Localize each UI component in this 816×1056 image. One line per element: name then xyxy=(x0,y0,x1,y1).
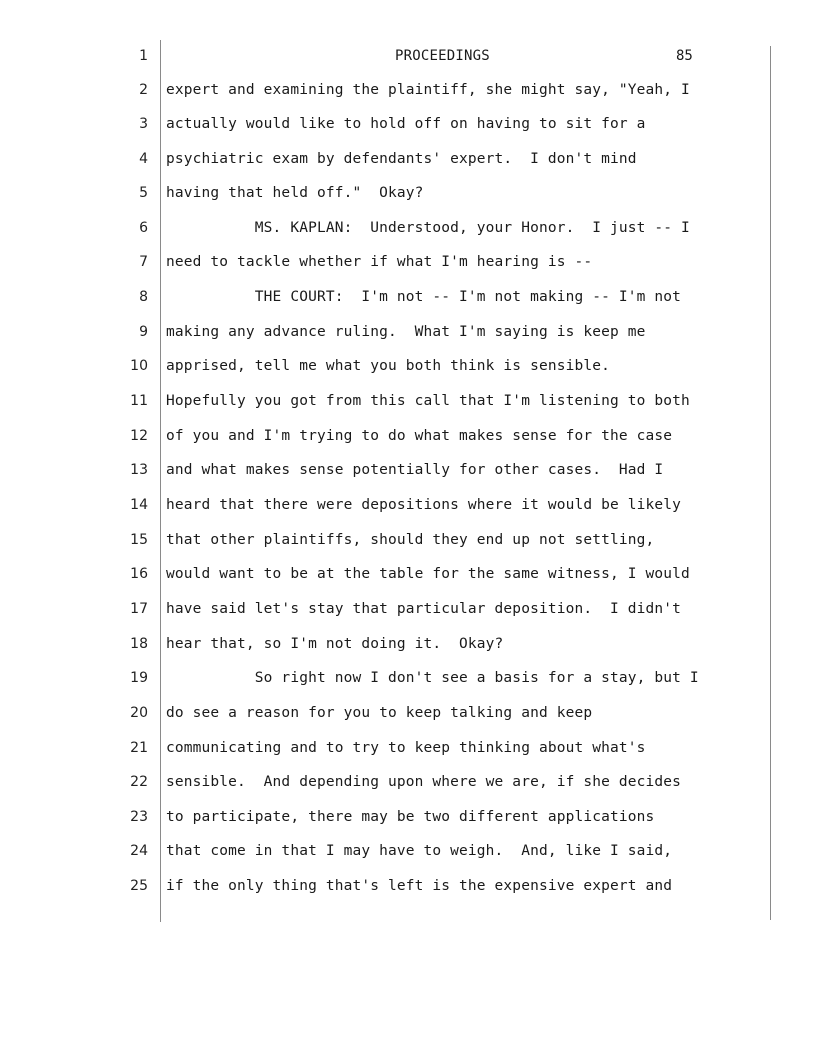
line-text: that other plaintiffs, should they end up not settling, xyxy=(166,532,655,548)
transcript-line xyxy=(0,453,816,487)
line-text: having that held off." Okay? xyxy=(166,185,424,201)
page-header-title: PROCEEDINGS xyxy=(395,48,490,64)
line-text: sensible. And depending upon where we are, if she decides xyxy=(166,774,682,790)
line-number: 17 xyxy=(130,601,148,617)
line-text: apprised, tell me what you both think is sensible. xyxy=(166,358,610,374)
line-number: 15 xyxy=(130,532,148,548)
line-text: of you and I'm trying to do what makes sense for the case xyxy=(166,428,673,444)
line-text: THE COURT: I'm not -- I'm not making -- I'm not xyxy=(166,289,682,305)
line-number: 16 xyxy=(130,566,148,582)
line-number: 1 xyxy=(139,48,148,64)
line-text: that come in that I may have to weigh. And, like I said, xyxy=(166,843,673,859)
line-text: actually would like to hold off on having to sit for a xyxy=(166,116,646,132)
line-number: 19 xyxy=(130,670,148,686)
line-number: 9 xyxy=(139,324,148,340)
transcript-line xyxy=(0,245,816,279)
line-number: 3 xyxy=(139,116,148,132)
line-number: 6 xyxy=(139,220,148,236)
transcript-line xyxy=(0,211,816,245)
transcript-line xyxy=(0,800,816,834)
transcript-line xyxy=(0,592,816,626)
line-text: psychiatric exam by defendants' expert. I don't mind xyxy=(166,151,637,167)
transcript-line xyxy=(0,834,816,868)
line-text: have said let's stay that particular deposition. I didn't xyxy=(166,601,682,617)
transcript-line xyxy=(0,765,816,799)
transcript-line xyxy=(0,419,816,453)
transcript-line xyxy=(0,627,816,661)
transcript-line xyxy=(0,349,816,383)
line-number: 10 xyxy=(130,358,148,374)
transcript-line xyxy=(0,384,816,418)
line-number: 8 xyxy=(139,289,148,305)
transcript-line xyxy=(0,73,816,107)
transcript-line xyxy=(0,142,816,176)
line-text: So right now I don't see a basis for a stay, but I xyxy=(166,670,699,686)
line-number: 23 xyxy=(130,809,148,825)
transcript-line xyxy=(0,107,816,141)
line-text: if the only thing that's left is the expensive expert and xyxy=(166,878,673,894)
transcript-line xyxy=(0,661,816,695)
line-number: 4 xyxy=(139,151,148,167)
line-number: 12 xyxy=(130,428,148,444)
transcript-line xyxy=(0,696,816,730)
line-text: making any advance ruling. What I'm saying is keep me xyxy=(166,324,646,340)
line-text: would want to be at the table for the same witness, I would xyxy=(166,566,690,582)
line-text: to participate, there may be two different applications xyxy=(166,809,655,825)
line-number: 14 xyxy=(130,497,148,513)
transcript-line xyxy=(0,488,816,522)
line-text: and what makes sense potentially for other cases. Had I xyxy=(166,462,664,478)
line-number: 11 xyxy=(130,393,148,409)
transcript-line xyxy=(0,315,816,349)
line-text: do see a reason for you to keep talking and keep xyxy=(166,705,593,721)
line-number: 21 xyxy=(130,740,148,756)
line-text: Hopefully you got from this call that I'm listening to both xyxy=(166,393,690,409)
transcript-line xyxy=(0,176,816,210)
line-number: 5 xyxy=(139,185,148,201)
transcript-line xyxy=(0,523,816,557)
line-number: 2 xyxy=(139,82,148,98)
line-text: MS. KAPLAN: Understood, your Honor. I just -- I xyxy=(166,220,690,236)
line-text: heard that there were depositions where it would be likely xyxy=(166,497,682,513)
line-number: 20 xyxy=(130,705,148,721)
line-number: 18 xyxy=(130,636,148,652)
transcript-line xyxy=(0,869,816,903)
transcript-line xyxy=(0,280,816,314)
line-number: 24 xyxy=(130,843,148,859)
line-number: 25 xyxy=(130,878,148,894)
transcript-line xyxy=(0,39,816,73)
line-number: 22 xyxy=(130,774,148,790)
line-number: 7 xyxy=(139,254,148,270)
transcript-line xyxy=(0,731,816,765)
line-text: hear that, so I'm not doing it. Okay? xyxy=(166,636,504,652)
line-number: 13 xyxy=(130,462,148,478)
transcript-line xyxy=(0,557,816,591)
line-text: expert and examining the plaintiff, she might say, "Yeah, I xyxy=(166,82,690,98)
line-text: need to tackle whether if what I'm hearing is -- xyxy=(166,254,593,270)
line-text: communicating and to try to keep thinking about what's xyxy=(166,740,646,756)
page-number: 85 xyxy=(676,48,693,64)
